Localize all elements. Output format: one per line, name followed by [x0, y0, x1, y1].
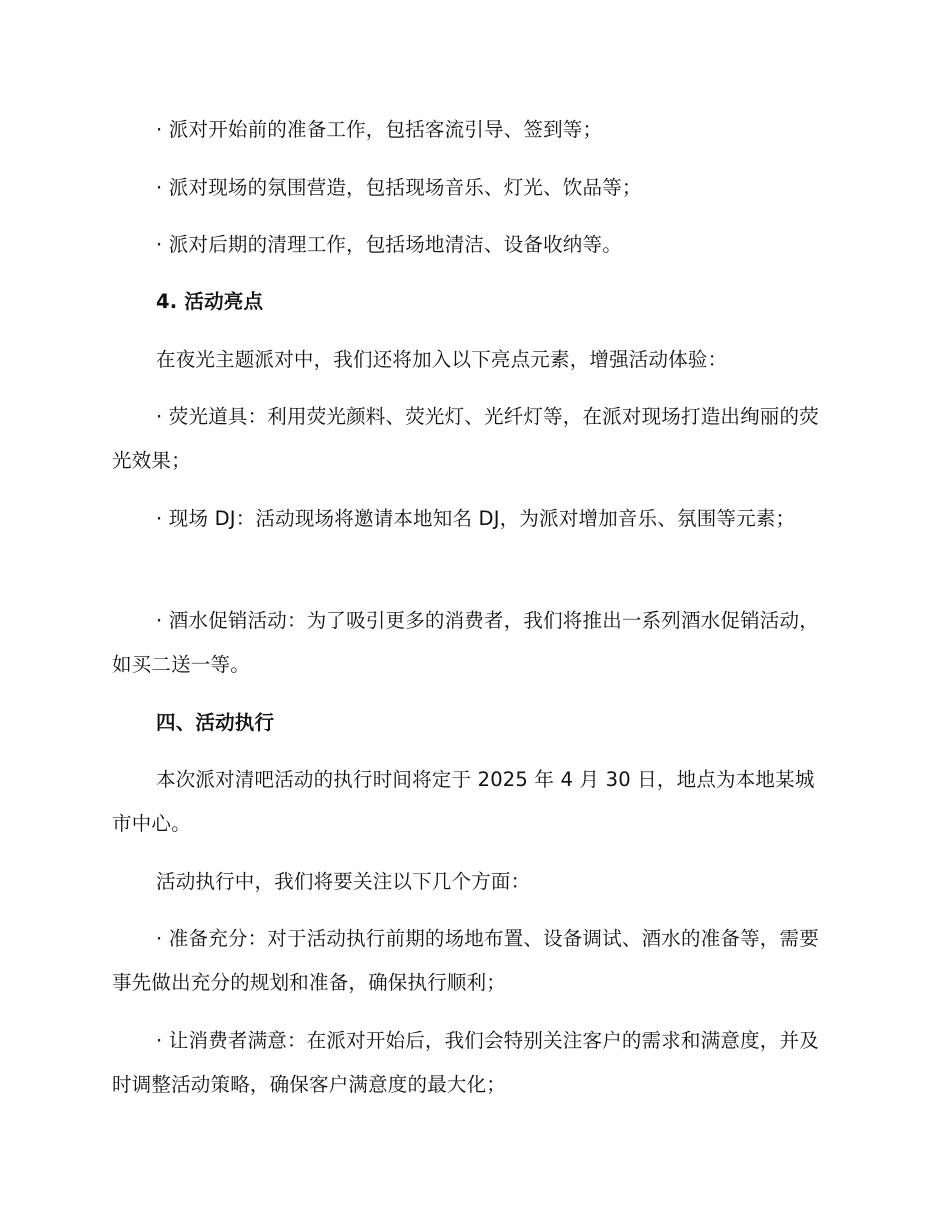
bullet-atmosphere-onsite: · 派对现场的氛围营造，包括现场音乐、灯光、饮品等； [156, 176, 642, 199]
bullet-fluorescent-props: · 荧光道具：利用荧光颜料、荧光灯、光纤灯等，在派对现场打造出绚丽的荧光效果； [112, 405, 819, 472]
bullet-full-preparation: · 准备充分：对于活动执行前期的场地布置、设备调试、酒水的准备等，需要事先做出充分的规划和准备，确保执行顺利； [112, 927, 819, 994]
section-heading-execution: 四、活动执行 [156, 711, 275, 734]
bullet-live-dj: · 现场 DJ：活动现场将邀请本地知名 DJ，为派对增加音乐、氛围等元素； [156, 507, 796, 530]
bullet-drink-promotion: · 酒水促销活动：为了吸引更多的消费者，我们将推出一系列酒水促销活动，如买二送一等。 [112, 609, 819, 676]
paragraph-execution-time: 本次派对清吧活动的执行时间将定于 2025 年 4 月 30 日，地点为本地某城市中心。 [112, 768, 815, 835]
bullet-cleanup-after: · 派对后期的清理工作，包括场地清洁、设备收纳等。 [156, 233, 622, 256]
bullet-preparation-before-party: · 派对开始前的准备工作，包括客流引导、签到等； [156, 118, 603, 141]
paragraph-execution-focus: 活动执行中，我们将要关注以下几个方面： [156, 870, 531, 893]
bullet-customer-satisfaction: · 让消费者满意：在派对开始后，我们会特别关注客户的需求和满意度，并及时调整活动策略，确保客户满意度的最大化； [112, 1029, 819, 1096]
paragraph-highlights-intro: 在夜光主题派对中，我们还将加入以下亮点元素，增强活动体验： [156, 348, 728, 371]
section-heading-highlights: 4. 活动亮点 [156, 290, 264, 313]
